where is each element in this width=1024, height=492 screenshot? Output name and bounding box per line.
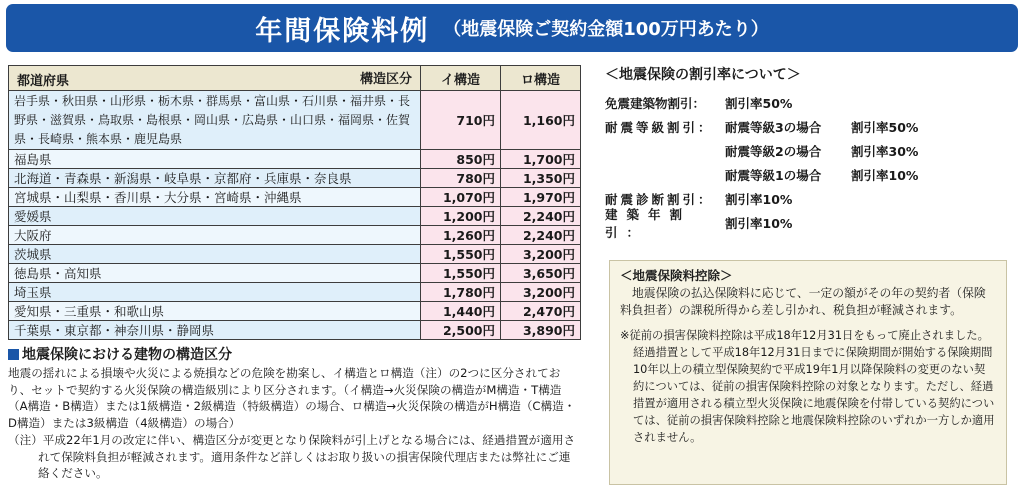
deduction-body: 地震保険の払込保険料に応じて、一定の額がその年の契約者（保険料負担者）の課税所得から差し引かれ、税負担が軽減されます。 [620,286,986,317]
deduction-box [609,260,1007,485]
grade-label: 耐震等級1の場合 [725,168,822,183]
i-structure-premium: 1,550円 [421,264,501,283]
header-corner-cell [9,66,421,91]
table-row [9,91,581,150]
i-structure-premium: 1,440円 [421,302,501,321]
grade-rate: 割引率50% [851,120,919,135]
discount-taishin-grade1 [605,163,1015,187]
structure-section-body: 地震の揺れによる損壊や火災による焼損などの危険を勘案し、イ構造とロ構造（注）の2つに区分されており、セットで契約する火災保険の構造級別により区分されます。（イ構造→火災保険の構造がM構造・T構造（A構造・B構造）または1級構造・2級構造（特級構造）の場合、ロ構造→火災保険の構造がH構造（C構造・D構造）または3級構造（4級構造）の場合） [8,366,576,430]
table-row [9,150,581,169]
ro-structure-premium: 3,200円 [501,283,581,302]
premium-table [8,65,581,340]
structure-section-heading [8,344,580,364]
deduction-note: ※従前の損害保険料控除は平成18年12月31日をもって廃止されました。経過措置として平成18年12月31日までに保険期間が開始する保険期間10年以上の積立型保険契約で平成19年1月以降保険料の変更のない契約については、従前の損害保険料控除の対象となります。ただし、経過措置が適用される積立型火災保険に地震保険を付帯している契約については、従前の損害保険料控除と地震保険料控除のいずれか一方しか適用されません。 [620,329,995,444]
ro-structure-premium: 3,200円 [501,245,581,264]
discount-taishin [605,115,1015,139]
table-header-row [9,66,581,91]
prefecture-cell: 茨城県 [9,245,421,264]
discount-label: 建築年割引： [605,207,692,240]
prefecture-cell: 岩手県・秋田県・山形県・栃木県・群馬県・富山県・石川県・福井県・長野県・滋賀県・鳥取県・島根県・岡山県・広島県・山口県・福岡県・佐賀県・長崎県・熊本県・鹿児島県 [9,91,421,150]
prefecture-cell: 北海道・青森県・新潟県・岐阜県・京都府・兵庫県・奈良県 [9,169,421,188]
prefecture-cell: 徳島県・高知県 [9,264,421,283]
header-structure-type: 構造区分 [359,72,412,87]
prefecture-cell: 大阪府 [9,226,421,245]
discount-label: 耐震診断割引： [605,192,714,207]
discount-taishin-grade2 [605,139,1015,163]
prefecture-cell: 福島県 [9,150,421,169]
deduction-title: ＜地震保険料控除＞ [620,268,733,283]
premium-table-section [8,65,580,482]
prefecture-cell: 宮城県・山梨県・香川県・大分県・宮崎県・沖縄県 [9,188,421,207]
ro-structure-premium: 2,470円 [501,302,581,321]
table-row [9,226,581,245]
structure-section-note: （注）平成22年1月の改定に伴い、構造区分が変更となり保険料が引上げとなる場合には、経過措置が適用されて保険料負担が軽減されます。適用条件など詳しくはお取り扱いの損害保険代理店または弊社にご連絡ください。 [8,433,576,480]
prefecture-cell: 千葉県・東京都・神奈川県・静岡県 [9,321,421,340]
structure-section-title: 地震保険における建物の構造区分 [22,347,232,363]
i-structure-premium: 1,550円 [421,245,501,264]
prefecture-cell: 愛知県・三重県・和歌山県 [9,302,421,321]
grade-label: 耐震等級2の場合 [725,144,822,159]
table-row [9,169,581,188]
discount-value: 割引率50% [725,96,793,111]
table-row [9,207,581,226]
i-structure-premium: 1,200円 [421,207,501,226]
i-structure-premium: 710円 [421,91,501,150]
i-structure-premium: 1,260円 [421,226,501,245]
page-title: 年間保険料例 [255,15,430,47]
ro-structure-premium: 3,650円 [501,264,581,283]
square-bullet-icon [8,349,19,360]
table-row [9,302,581,321]
grade-label: 耐震等級3の場合 [725,120,822,135]
discount-title: ＜地震保険の割引率について＞ [605,67,801,83]
prefecture-cell: 埼玉県 [9,283,421,302]
header-i-structure: イ構造 [421,66,501,91]
ro-structure-premium: 2,240円 [501,207,581,226]
i-structure-premium: 2,500円 [421,321,501,340]
grade-rate: 割引率10% [851,168,919,183]
discount-nendo [605,207,1015,240]
i-structure-premium: 1,780円 [421,283,501,302]
ro-structure-premium: 1,160円 [501,91,581,150]
ro-structure-premium: 1,350円 [501,169,581,188]
discount-value: 割引率10% [725,192,793,207]
table-row [9,283,581,302]
table-row [9,264,581,283]
table-row [9,321,581,340]
discount-value: 割引率10% [725,216,793,231]
ro-structure-premium: 3,890円 [501,321,581,340]
i-structure-premium: 850円 [421,150,501,169]
grade-rate: 割引率30% [851,144,919,159]
header-region: 都道府県 [17,74,70,89]
discount-label: 免震建築物割引： [605,96,706,111]
ro-structure-premium: 2,240円 [501,226,581,245]
table-row [9,245,581,264]
header-ro-structure: ロ構造 [501,66,581,91]
table-row [9,188,581,207]
prefecture-cell: 愛媛県 [9,207,421,226]
i-structure-premium: 1,070円 [421,188,501,207]
ro-structure-premium: 1,700円 [501,150,581,169]
page-subtitle: （地震保険ご契約金額100万円あたり） [443,19,769,40]
discount-section [605,64,1015,240]
ro-structure-premium: 1,970円 [501,188,581,207]
discount-label: 耐震等級割引： [605,120,714,135]
i-structure-premium: 780円 [421,169,501,188]
discount-menshin [605,91,1015,115]
title-banner [6,4,1018,52]
